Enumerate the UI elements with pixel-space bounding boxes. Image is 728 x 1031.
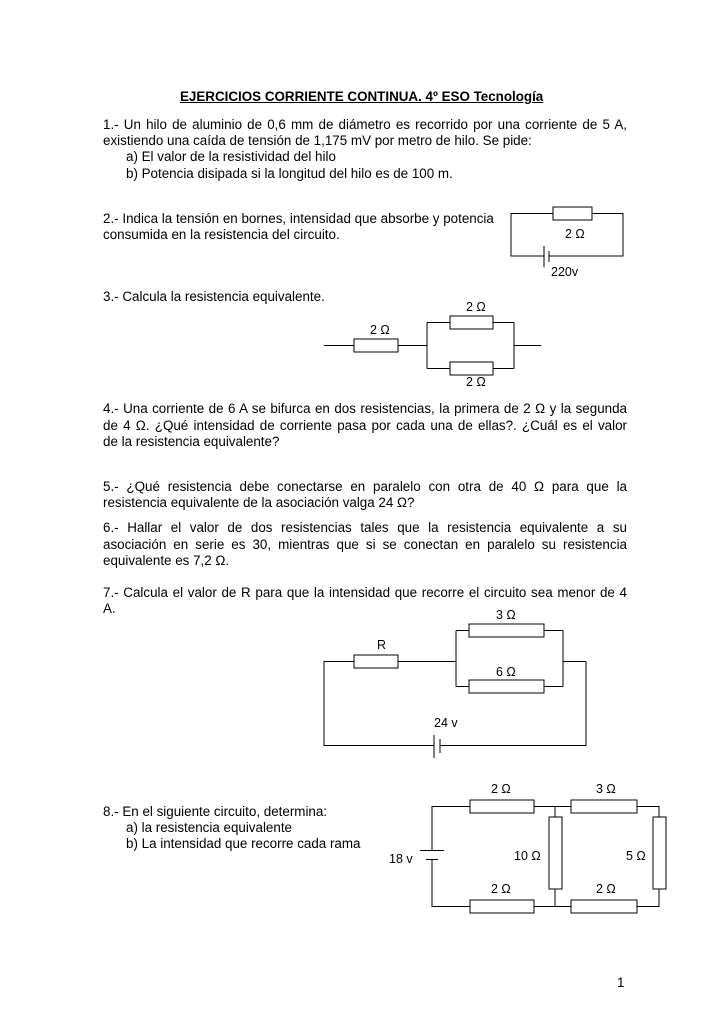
circuit-8-resistor-middle [549,817,562,889]
exercise-1-line-1: 1.- Un hilo de aluminio de 0,6 mm de diámetro es recorrido por una corriente de 5 A, [103,117,627,132]
circuit-2-resistor [553,207,592,220]
circuit-3-parallel-top-resistor [450,316,493,329]
circuit-3-bottom-label: 2 Ω [466,375,486,389]
circuit-7-r-label: R [377,638,387,652]
circuit-8-top-left-label: 2 Ω [491,782,511,796]
circuit-7-parallel-bottom-resistor [469,680,544,693]
exercise-4-line-1: 4.- Una corriente de 6 A se bifurca en dos resistencias, la primera de 2 Ω y la segunda [103,401,627,416]
exercise-7-line-1: 7.- Calcula el valor de R para que la intensidad que recorre el circuito sea menor de 4 [103,585,627,600]
circuit-7 [324,608,586,758]
circuit-3-series-resistor [354,339,398,352]
circuit-7-top-label: 3 Ω [496,608,516,622]
circuit-8-source-label: 18 v [389,852,413,866]
circuit-3-parallel-bottom-resistor [450,362,493,375]
circuit-8-middle-label: 10 Ω [514,849,541,863]
exercise-7-line-2: A. [103,601,116,616]
circuit-2-source-label: 220v [551,265,579,279]
circuit-8-resistor-bottom-right [571,900,637,913]
circuit-7-resistor-r [354,655,398,668]
circuit-8-wire-top-left [432,807,470,851]
circuit-8-right-label: 5 Ω [626,849,646,863]
exercise-3-line-1: 3.- Calcula la resistencia equivalente. [103,289,325,304]
circuit-8-wire-bottom-left [432,860,470,907]
exercise-8-item-b: b) La intensidad que recorre cada rama [126,836,361,851]
circuit-3-series-label: 2 Ω [370,323,390,337]
circuit-2-wire-left [511,214,553,257]
exercise-6-line-2: asociación en serie es 30, mientras que si se conectan en paralelo su resistencia [103,537,627,552]
circuit-8-resistor-bottom-left [470,900,534,913]
exercise-5-line-1: 5.- ¿Qué resistencia debe conectarse en paralelo con otra de 40 Ω para que la [103,479,627,494]
exercise-2-line-1: 2.- Indica la tensión en bornes, intensidad que absorbe y potencia [103,211,494,226]
exercise-1-line-2: existiendo una caída de tensión de 1,175 mV por metro de hilo. Se pide: [103,133,532,148]
circuit-3-top-label: 2 Ω [466,300,486,314]
exercise-8-item-a: a) la resistencia equivalente [126,820,292,835]
circuit-3 [324,300,541,389]
circuit-7-source-label: 24 v [434,716,458,730]
exercise-8-line-1: 8.- En el siguiente circuito, determina: [103,804,328,819]
exercise-6-line-3: equivalente es 7,2 Ω. [103,553,230,568]
exercise-2-line-2: consumida en la resistencia del circuito. [103,227,340,242]
exercise-1-item-a: a) El valor de la resistividad del hilo [126,149,336,164]
circuit-8 [389,782,666,913]
circuit-8-top-right-label: 3 Ω [596,782,616,796]
circuit-8-wire [637,889,659,907]
exercise-4-line-2: de 4 Ω. ¿Qué intensidad de corriente pasa por cada una de ellas?. ¿Cuál es el valor [103,418,627,433]
circuit-8-wire [637,807,659,818]
circuit-7-parallel-top-resistor [469,624,544,637]
circuit-8-resistor-right [653,817,666,889]
exercise-1-item-b: b) Potencia disipada si la longitud del hilo es de 100 m. [126,166,453,181]
exercise-4-line-3: de la resistencia equivalente? [103,434,280,449]
circuit-7-wire-left [324,662,434,746]
circuit-8-bottom-right-label: 2 Ω [596,882,616,896]
circuit-2 [511,207,623,279]
circuit-8-bottom-left-label: 2 Ω [491,882,511,896]
exercise-5-line-2: resistencia equivalente de la asociación valga 24 Ω? [103,495,415,510]
circuit-2-resistor-label: 2 Ω [565,227,585,241]
circuit-8-resistor-top-right [571,800,637,813]
page-number: 1 [617,975,625,990]
document-title: EJERCICIOS CORRIENTE CONTINUA. 4º ESO Tecnología [180,89,544,104]
circuit-7-bottom-label: 6 Ω [496,665,516,679]
circuit-8-resistor-top-left [470,800,534,813]
exercise-6-line-1: 6.- Hallar el valor de dos resistencias tales que la resistencia equivalente a su [103,520,627,535]
